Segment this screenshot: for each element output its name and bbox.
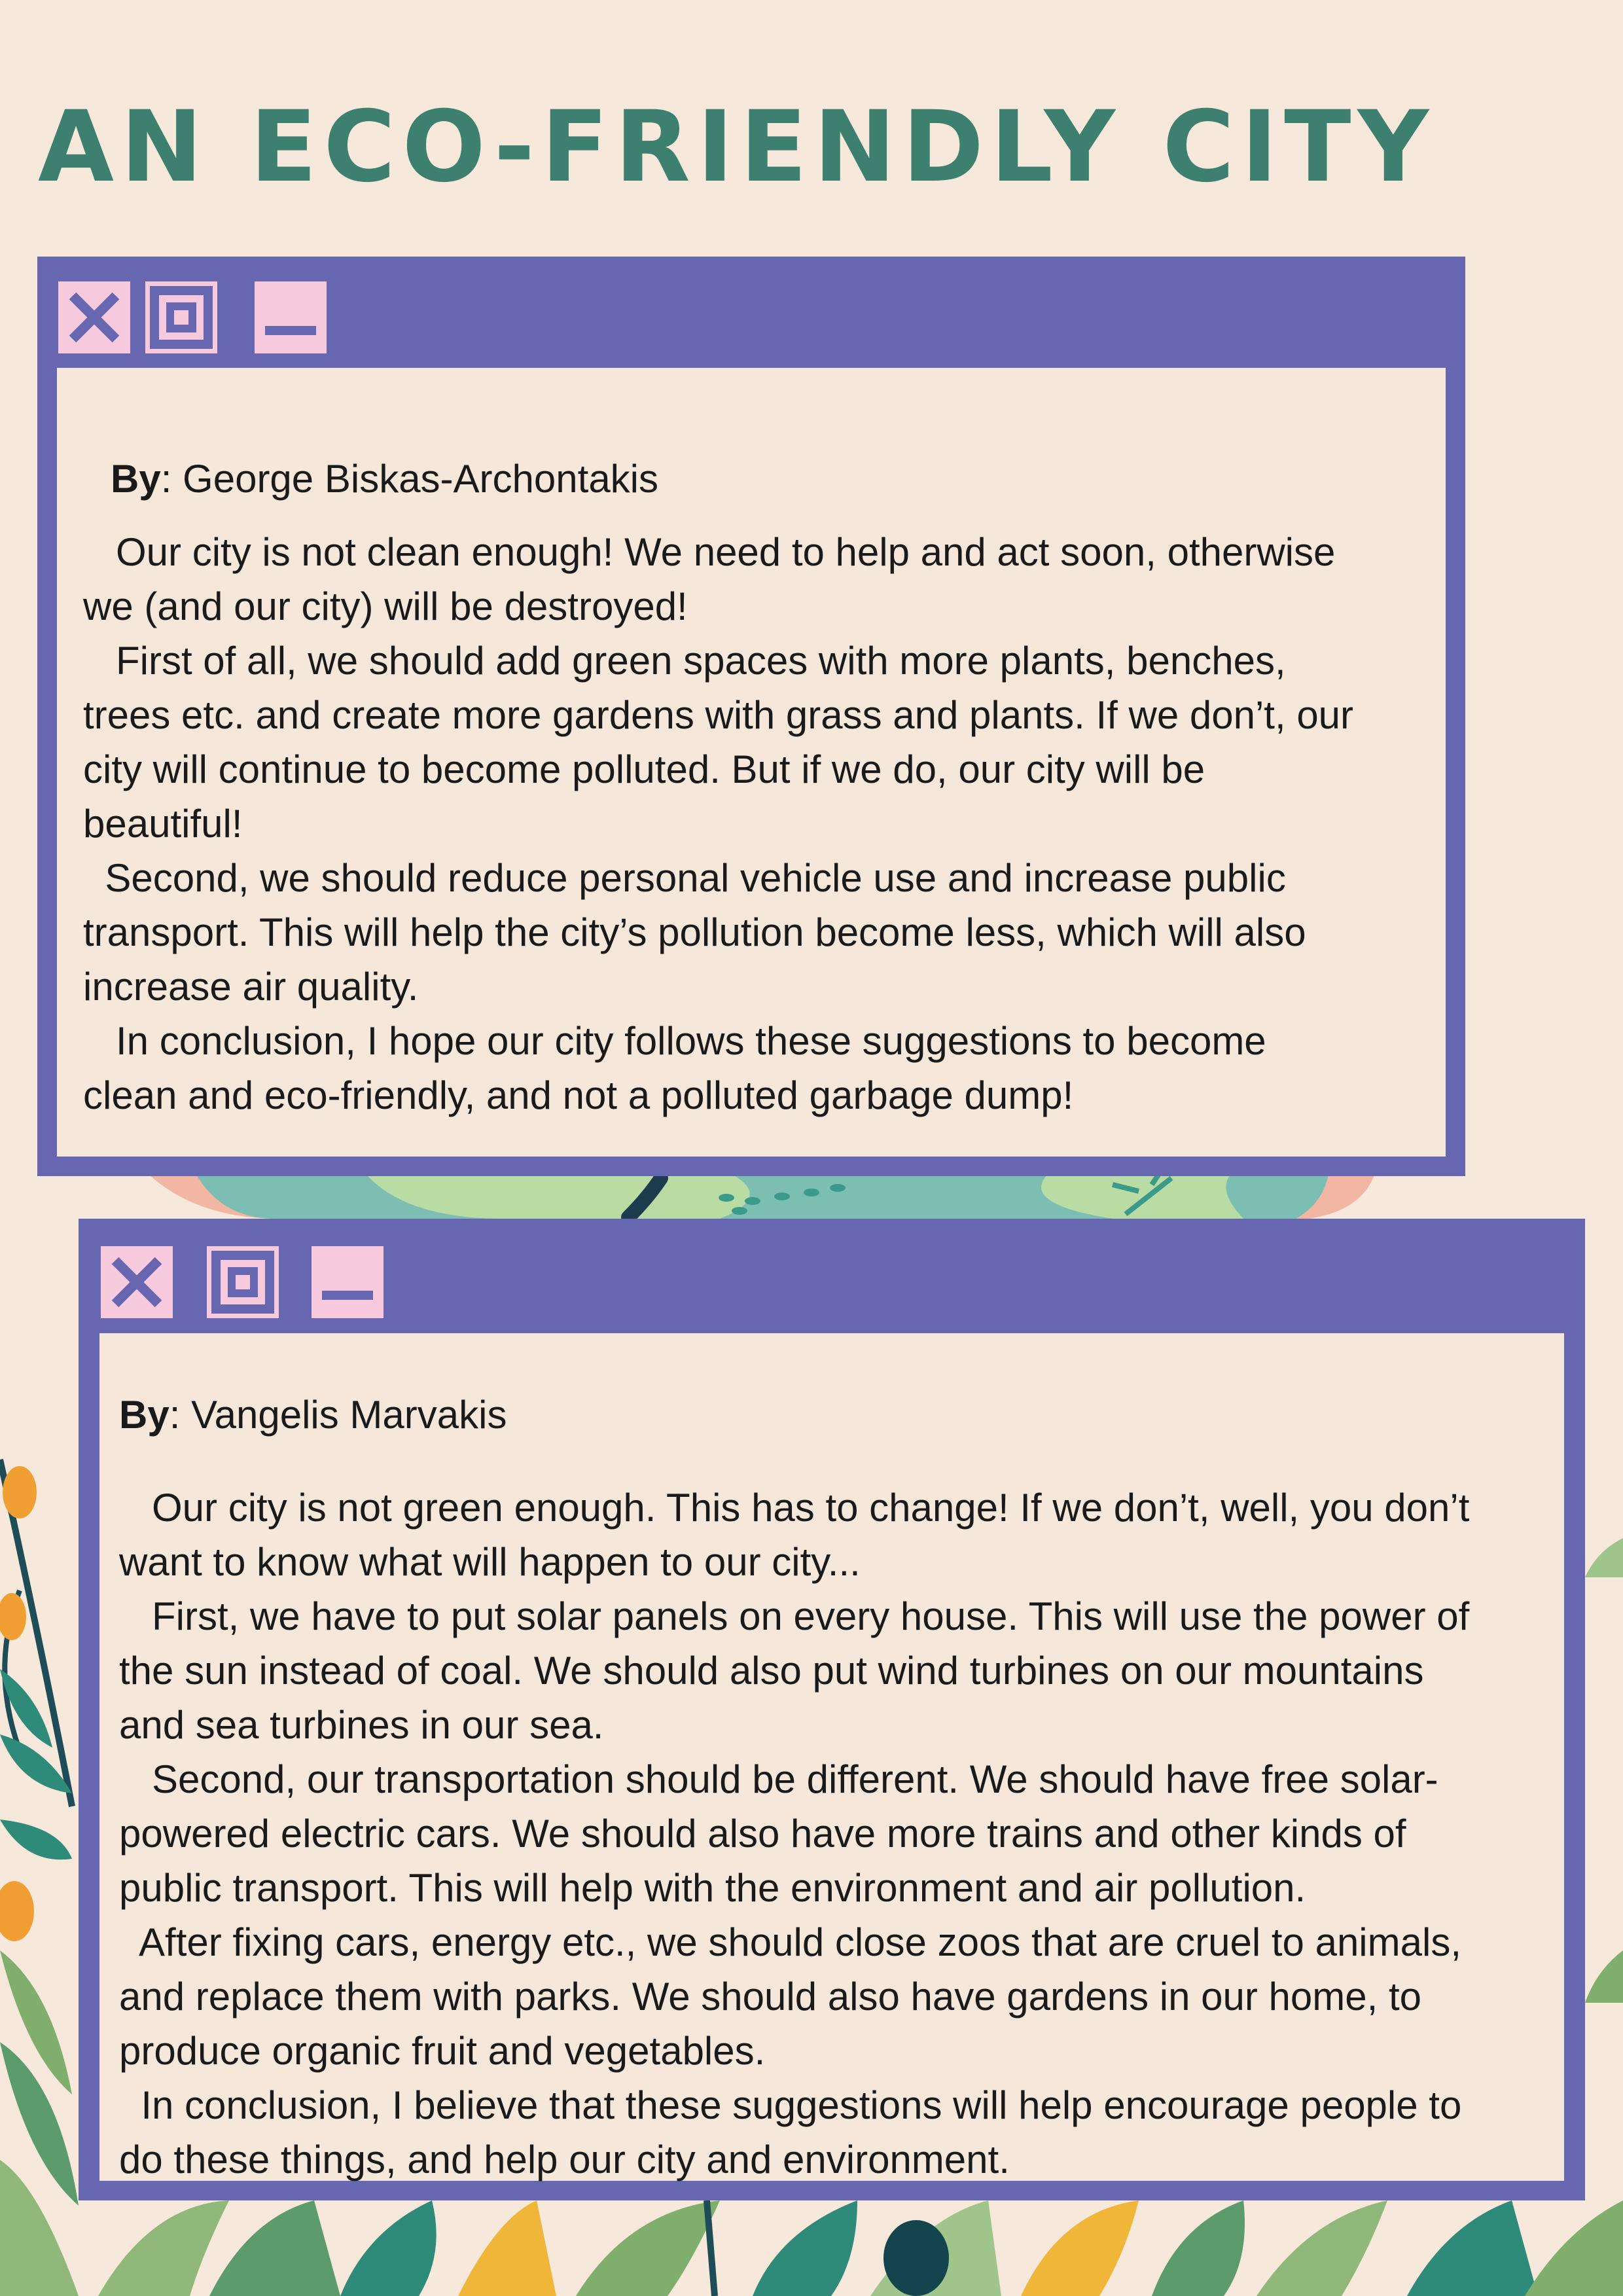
author-name: : Vangelis Marvakis bbox=[169, 1393, 507, 1437]
article-line: In conclusion, I hope our city follows these suggestions to become bbox=[83, 1019, 1266, 1063]
article-line: and sea turbines in our sea. bbox=[119, 1703, 604, 1747]
article-line: Our city is not clean enough! We need to help and act soon, otherwise bbox=[83, 530, 1336, 574]
article-line: Second, our transportation should be different. We should have free solar- bbox=[119, 1757, 1438, 1801]
maximize-button[interactable] bbox=[207, 1246, 279, 1318]
author-name: : George Biskas-Archontakis bbox=[160, 457, 659, 501]
close-button[interactable] bbox=[101, 1246, 173, 1318]
article-line: Our city is not green enough. This has to change! If we don’t, well, you don’t bbox=[119, 1486, 1470, 1530]
article-line: powered electric cars. We should also have more trains and other kinds of bbox=[119, 1812, 1406, 1856]
article-line: First of all, we should add green spaces with more plants, benches, bbox=[83, 639, 1286, 683]
page-title: AN ECO-FRIENDLY CITY bbox=[38, 90, 1436, 204]
article-body bbox=[99, 1333, 1564, 2181]
article-line: Second, we should reduce personal vehicle use and increase public bbox=[83, 856, 1286, 900]
byline bbox=[83, 459, 1446, 499]
close-icon bbox=[58, 281, 130, 353]
article-line: public transport. This will help with the environment and air pollution. bbox=[119, 1866, 1306, 1910]
close-icon bbox=[101, 1246, 173, 1318]
article-line: city will continue to become polluted. But if we do, our city will be bbox=[83, 747, 1205, 791]
article-line: do these things, and help our city and environment. bbox=[119, 2138, 1010, 2181]
by-label: By bbox=[111, 457, 161, 501]
article-line: In conclusion, I believe that these suggestions will help encourage people to bbox=[119, 2083, 1462, 2127]
article-line: increase air quality. bbox=[83, 965, 419, 1009]
article-line: want to know what will happen to our city... bbox=[119, 1540, 861, 1584]
article-line: we (and our city) will be destroyed! bbox=[83, 584, 688, 628]
article-line: trees etc. and create more gardens with grass and plants. If we don’t, our bbox=[83, 693, 1354, 737]
minimize-icon bbox=[255, 281, 327, 353]
minimize-button[interactable] bbox=[255, 281, 327, 353]
article-line: and replace them with parks. We should also have gardens in our home, to bbox=[119, 1975, 1422, 2018]
bottom-plants bbox=[79, 2200, 1623, 2296]
close-button[interactable] bbox=[58, 281, 130, 353]
article-line: the sun instead of coal. We should also put wind turbines on our mountains bbox=[119, 1649, 1424, 1693]
article-window-george bbox=[37, 257, 1465, 1176]
article-window-vangelis bbox=[79, 1219, 1585, 2200]
by-label: By bbox=[119, 1393, 169, 1437]
minimize-button[interactable] bbox=[312, 1246, 383, 1318]
article-line: clean and eco-friendly, and not a polluted garbage dump! bbox=[83, 1073, 1074, 1117]
article-line: transport. This will help the city’s pollution become less, which will also bbox=[83, 910, 1306, 954]
maximize-icon bbox=[145, 281, 217, 353]
maximize-button[interactable] bbox=[145, 281, 217, 353]
right-plants bbox=[1585, 1538, 1623, 2003]
maximize-icon bbox=[207, 1246, 279, 1318]
article-line: First, we have to put solar panels on every house. This will use the power of bbox=[119, 1594, 1470, 1638]
minimize-icon bbox=[312, 1246, 383, 1318]
article-line: produce organic fruit and vegetables. bbox=[119, 2029, 766, 2073]
left-plants bbox=[0, 1460, 79, 2296]
byline bbox=[119, 1395, 1564, 1435]
article-body bbox=[57, 368, 1446, 1157]
article-line: After fixing cars, energy etc., we should close zoos that are cruel to animals, bbox=[119, 1920, 1461, 1964]
article-line: beautiful! bbox=[83, 802, 243, 846]
